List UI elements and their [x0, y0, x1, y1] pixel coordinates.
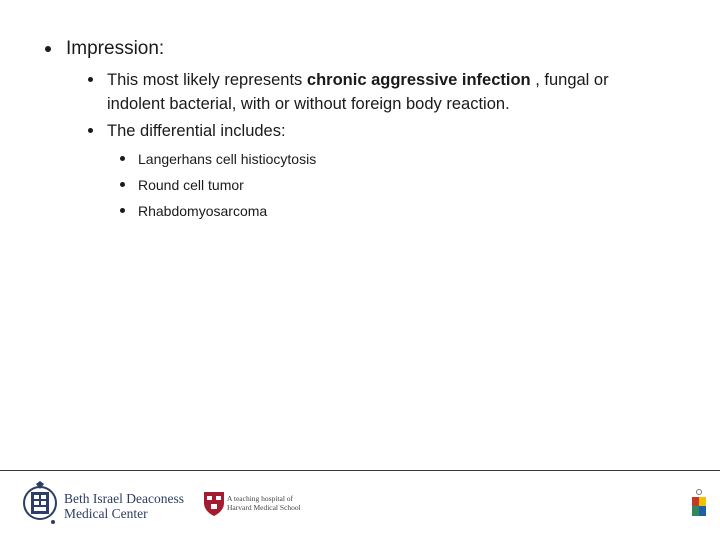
harvard-shield-icon [203, 491, 225, 517]
differential-item: Rhabdomyosarcoma [138, 203, 268, 219]
bullet-dot [45, 46, 51, 52]
impression-text-pre: This most likely represents [107, 71, 307, 89]
impression-heading: Impression: [66, 38, 165, 59]
bidmc-logo-icon [22, 480, 58, 526]
bullet-dot [120, 156, 125, 161]
bullet-dot [120, 182, 125, 187]
differential-heading: The differential includes: [107, 122, 286, 140]
bullet-dot [120, 208, 125, 213]
hms-line1: A teaching hospital of [227, 494, 294, 503]
hms-line2: Harvard Medical School [227, 503, 301, 512]
bidmc-name-line2: Medical Center [64, 506, 148, 521]
impression-text-line-2: indolent bacterial, with or without foreign body reaction. [107, 95, 510, 113]
institution-emblem-icon [690, 488, 708, 518]
differential-item: Round cell tumor [138, 177, 244, 193]
differential-item: Langerhans cell histiocytosis [138, 151, 317, 167]
bidmc-name-line1: Beth Israel Deaconess [64, 491, 184, 506]
impression-emphasis: chronic aggressive infection [306, 71, 531, 89]
bullet-dot [88, 77, 93, 82]
impression-text-post: , fungal or [530, 71, 609, 89]
footer-divider [0, 470, 720, 471]
bullet-dot [88, 128, 93, 133]
impression-text-line-1 [107, 69, 609, 91]
